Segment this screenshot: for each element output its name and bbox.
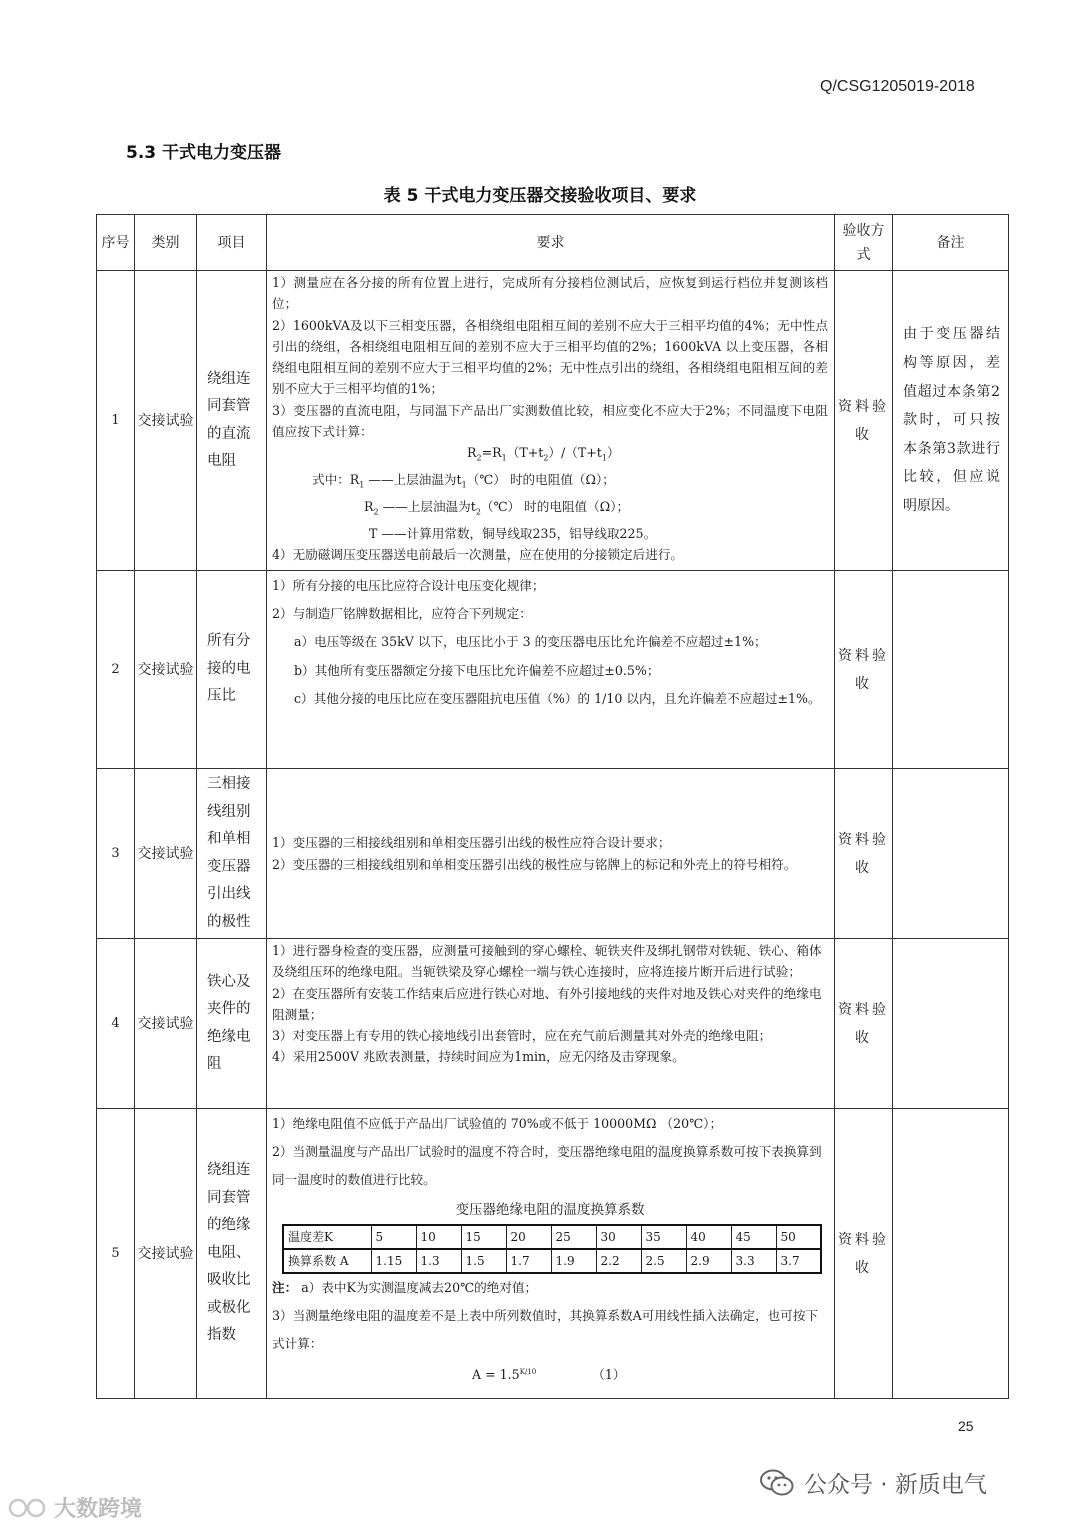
coef-cell: 1.7	[506, 1249, 551, 1273]
formula-where-r2: $R_2$ ——上层油温为$t_2(℃)$ 时的电阻值（Ω）；	[364, 499, 630, 517]
header-category: 类别	[135, 215, 197, 271]
header-requirement: 要求	[267, 215, 835, 271]
wechat-icon	[760, 1469, 794, 1497]
requirement-line: 1）所有分接的电压比应符合设计电压变化规律；	[272, 578, 545, 593]
table-row	[97, 769, 1009, 939]
requirement-line: 1）绝缘电阻值不应低于产品出厂试验值的 70%或不低于 10000MΩ （20℃）；	[272, 1116, 723, 1131]
header-item: 项目	[197, 215, 267, 271]
row-requirement	[267, 1109, 835, 1399]
watermark-text: 大数跨境	[54, 1497, 143, 1522]
row-category: 交接试验	[135, 571, 197, 769]
coef-cell: 10	[416, 1225, 461, 1249]
row-category: 交接试验	[135, 939, 197, 1109]
wechat-account	[760, 1466, 987, 1499]
watermark-icon	[8, 1496, 50, 1520]
coef-cell: 15	[461, 1225, 506, 1249]
coef-note-text: a）表中K为实测温度减去20℃的绝对值；	[301, 1279, 538, 1295]
row-acceptance: 资料验收	[835, 939, 893, 1109]
table-row	[97, 271, 1009, 571]
row-acceptance: 资料验收	[835, 769, 893, 939]
coef-row-temperature	[283, 1225, 821, 1249]
coef-cell: 20	[506, 1225, 551, 1249]
coef-cell: 1.9	[551, 1249, 596, 1273]
wechat-label: 公众号 · 新质电气	[804, 1472, 987, 1498]
coef-cell: 25	[551, 1225, 596, 1249]
row-num: 3	[97, 769, 135, 939]
section-title: 5.3 干式电力变压器	[126, 143, 282, 163]
coef-cell: 30	[596, 1225, 641, 1249]
row-acceptance: 资料验收	[835, 1109, 893, 1399]
row-note	[893, 939, 1009, 1109]
row-acceptance: 资料验收	[835, 271, 893, 571]
document-code: Q/CSG1205019-2018	[820, 78, 975, 95]
coef-row-label: 温度差K	[283, 1225, 371, 1249]
coef-note-label: 注：	[272, 1279, 298, 1295]
coef-cell: 1.15	[371, 1249, 416, 1273]
row-item: 所有分接的电压比	[197, 571, 267, 769]
requirement-line: 2）与制造厂铭牌数据相比，应符合下列规定：	[272, 606, 532, 622]
coef-cell: 35	[641, 1225, 686, 1249]
requirement-line: 1）变压器的三相接线组别和单相变压器引出线的极性应符合设计要求；	[272, 834, 671, 850]
table-row	[97, 571, 1009, 769]
coef-row-label: 换算系数 A	[283, 1249, 371, 1273]
requirement-line: 1）进行器身检查的变压器，应测量可接触到的穿心螺栓、轭铁夹件及绑扎钢带对铁轭、铁心、箱体及绕组压环的绝缘电阻。当轭铁梁及穿心螺栓一端与铁心连接时，应将连接片断开后进行试验；	[272, 943, 822, 980]
requirement-line: 3）当测量绝缘电阻的温度差不是上表中所列数值时，其换算系数A可用线性插入法确定，也可按下式计算：	[272, 1307, 819, 1352]
row-note	[893, 769, 1009, 939]
resistance-formula: $R_2=R_1(T+t_2)/(T+t_1)$	[467, 445, 620, 463]
header-acceptance: 验收方式	[835, 215, 893, 271]
requirement-line: 2）在变压器所有安装工作结束后应进行铁心对地、有外引接地线的夹件对地及铁心对夹件的绝缘电阻测量；	[272, 985, 822, 1022]
conversion-formula: $A = 1.5^{K/10}$ （1）	[472, 1367, 626, 1383]
requirement-line: 4）无励磁调压变压器送电前最后一次测量，应在使用的分接锁定后进行。	[272, 547, 684, 563]
coef-note	[272, 1274, 828, 1302]
header-num: 序号	[97, 215, 135, 271]
requirement-line: 2）当测量温度与产品出厂试验时的温度不符合时，变压器绝缘电阻的温度换算系数可按下表换算到同一温度时的数值进行比较。	[272, 1144, 822, 1188]
requirement-line: 1）测量应在各分接的所有位置上进行，完成所有分接档位测试后，应恢复到运行档位并复测该档位；	[272, 275, 828, 312]
row-category: 交接试验	[135, 769, 197, 939]
row-category: 交接试验	[135, 1109, 197, 1399]
row-item: 铁心及夹件的绝缘电阻	[197, 939, 267, 1109]
coef-cell: 3.7	[776, 1249, 821, 1273]
row-requirement	[267, 769, 835, 939]
coef-cell: 1.5	[461, 1249, 506, 1273]
coef-cell: 45	[731, 1225, 776, 1249]
coef-table-caption: 变压器绝缘电阻的温度换算系数	[455, 1201, 645, 1218]
row-num: 5	[97, 1109, 135, 1399]
coef-cell: 3.3	[731, 1249, 776, 1273]
table-row	[97, 939, 1009, 1109]
requirement-line: 4）采用2500V 兆欧表测量，持续时间应为1min，应无闪络及击穿现象。	[272, 1049, 685, 1065]
row-item: 绕组连同套管的直流电阻	[197, 271, 267, 571]
coef-cell: 2.5	[641, 1249, 686, 1273]
requirement-line: b）其他所有变压器额定分接下电压比允许偏差不应超过±0.5%；	[294, 662, 660, 678]
requirement-line: 2）变压器的三相接线组别和单相变压器引出线的极性应与铭牌上的标记和外壳上的符号相符。	[272, 856, 797, 872]
coef-cell: 2.9	[686, 1249, 731, 1273]
row-note	[893, 1109, 1009, 1399]
table-title: 表 5 干式电力变压器交接验收项目、要求	[383, 186, 697, 206]
coef-cell: 2.2	[596, 1249, 641, 1273]
watermark	[8, 1492, 142, 1523]
requirement-line: 3）对变压器上有专用的铁心接地线引出套管时，应在充气前后测量其对外壳的绝缘电阻；	[272, 1028, 772, 1044]
coef-cell: 1.3	[416, 1249, 461, 1273]
row-note: 由于变压器结构等原因，差值超过本条第2款时，可只按本条第3款进行比较，但应说明原因。	[893, 271, 1009, 571]
coef-cell: 40	[686, 1225, 731, 1249]
coef-cell: 50	[776, 1225, 821, 1249]
row-num: 2	[97, 571, 135, 769]
coef-cell: 5	[371, 1225, 416, 1249]
coef-table	[282, 1224, 822, 1274]
header-note: 备注	[893, 215, 1009, 271]
requirement-line: 3）变压器的直流电阻，与同温下产品出厂实测数值比较，相应变化不应大于2%；不同温度下电阻值应按下式计算：	[272, 402, 828, 440]
row-item: 三相接线组别和单相变压器引出线的极性	[197, 769, 267, 939]
row-num: 4	[97, 939, 135, 1109]
row-requirement	[267, 939, 835, 1109]
acceptance-table	[96, 214, 1009, 1399]
row-acceptance: 资料验收	[835, 571, 893, 769]
row-requirement	[267, 571, 835, 769]
requirement-line: c）其他分接的电压比应在变压器阻抗电压值（%）的 1/10 以内，且允许偏差不应超过±1%。	[294, 690, 821, 706]
row-category: 交接试验	[135, 271, 197, 571]
requirement-line: a）电压等级在 35kV 以下，电压比小于 3 的变压器电压比允许偏差不应超过±1%；	[294, 634, 767, 650]
formula-where-t: T ——计算用常数，铜导线取235，铝导线取225。	[369, 525, 657, 541]
row-requirement	[267, 271, 835, 571]
row-num: 1	[97, 271, 135, 571]
row-item: 绕组连同套管的绝缘电阻、吸收比或极化指数	[197, 1109, 267, 1399]
table-header-row	[97, 215, 1009, 271]
formula-where-r1: 式中：$R_1$ ——上层油温为$t_1(℃)$ 时的电阻值（Ω）；	[312, 472, 615, 490]
coef-row-factor	[283, 1249, 821, 1273]
requirement-line: 2）1600kVA及以下三相变压器，各相绕组电阻相互间的差别不应大于三相平均值的4%；无中性点引出的绕组，各相绕组电阻相互间的差别不应大于三相平均值的2%；1600kVA 以上变压器，各相绕组电阻相互间的差别不应大于三相平均值的2%；无中性点引出的绕组，各相绕组电阻相互间的差别不应大于三相平均值的1%；	[272, 317, 828, 397]
row-note	[893, 571, 1009, 769]
table-row	[97, 1109, 1009, 1399]
page-number: 25	[958, 1418, 974, 1434]
